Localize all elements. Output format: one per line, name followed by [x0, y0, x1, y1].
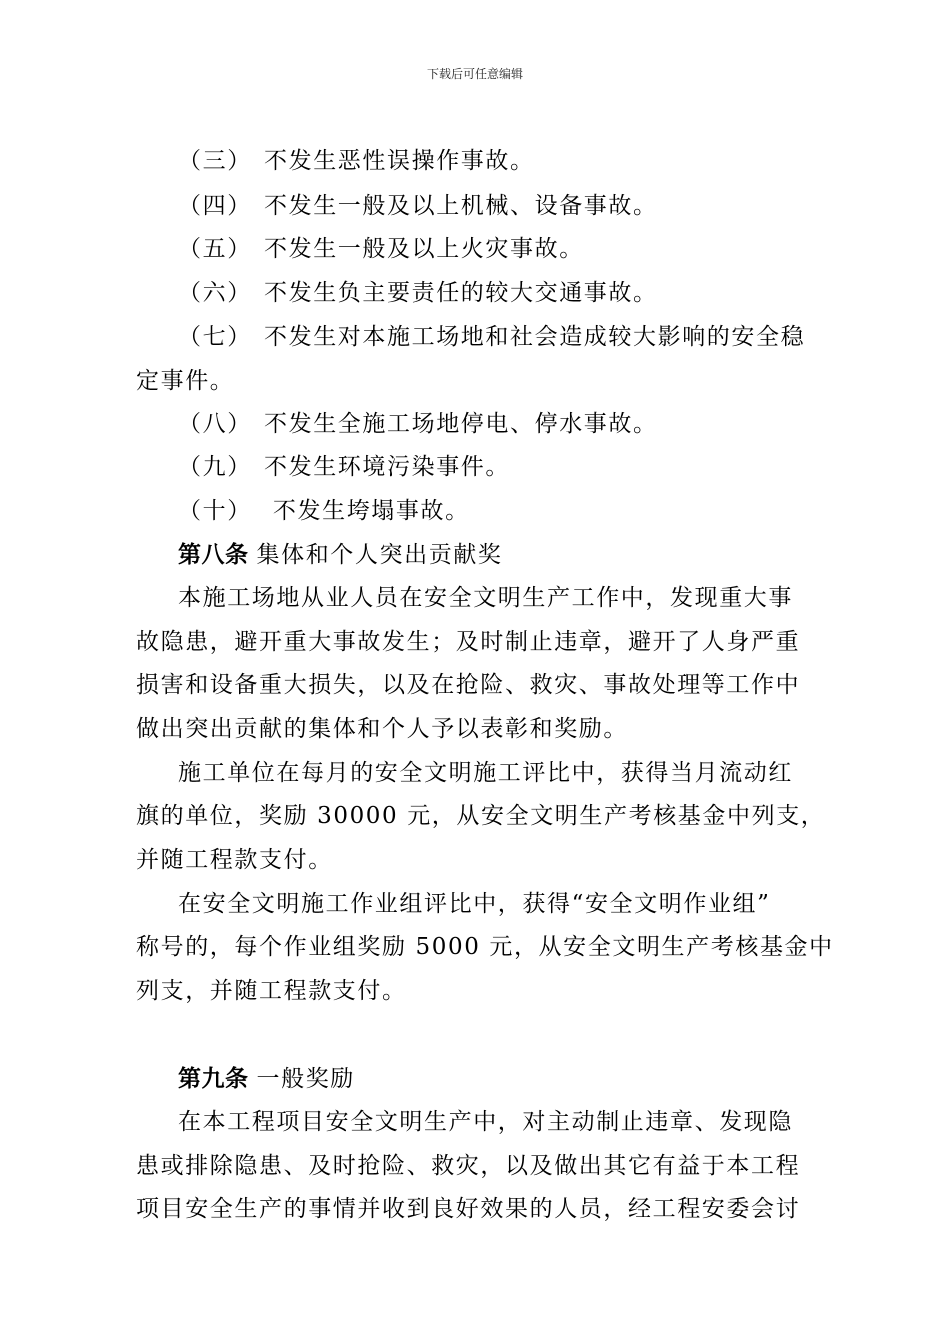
item-text: 不发生一般及以上机械、设备事故。: [264, 193, 658, 219]
item-number: （七）: [178, 324, 252, 350]
item-number: （九）: [178, 454, 252, 480]
paragraph-line: 施工单位在每月的安全文明施工评比中，获得当月流动红: [178, 760, 793, 786]
list-item: [178, 409, 658, 439]
page-header: 下载后可任意编辑: [426, 67, 523, 81]
paragraph-line: 旗的单位，奖励 30000 元，从安全文明生产考核基金中列支，: [136, 803, 826, 829]
paragraph-line: 在本工程项目安全文明生产中，对主动制止违章、发现隐: [178, 1109, 793, 1135]
paragraph-line: 本施工场地从业人员在安全文明生产工作中，发现重大事: [178, 585, 793, 611]
list-item: [178, 496, 470, 526]
item-text: 不发生恶性误操作事故。: [264, 148, 535, 174]
paragraph-line: 患或排除隐患、及时抢险、救灾，以及做出其它有益于本工程: [136, 1153, 801, 1179]
list-item: [178, 234, 584, 264]
list-item: [178, 278, 658, 308]
list-item-continuation: 定事件。: [136, 368, 235, 394]
item-number: （三）: [178, 148, 252, 174]
paragraph-line: 称号的，每个作业组奖励 5000 元，从安全文明生产考核基金中: [136, 934, 834, 960]
paragraph-line: 损害和设备重大损失，以及在抢险、救灾、事故处理等工作中: [136, 672, 801, 698]
list-item: [178, 322, 805, 352]
item-text: 不发生垮塌事故。: [264, 498, 470, 524]
item-text: 不发生一般及以上火灾事故。: [264, 236, 584, 262]
article-title: 第八条: [178, 542, 249, 568]
item-number: （四）: [178, 193, 252, 219]
item-text: 不发生环境污染事件。: [264, 454, 510, 480]
item-text: 不发生对本施工场地和社会造成较大影响的安全稳: [264, 324, 806, 350]
paragraph-line: 并随工程款支付。: [136, 847, 333, 873]
item-number: （八）: [178, 411, 252, 437]
paragraph-line: 在安全文明施工作业组评比中，获得“安全文明作业组”: [178, 891, 771, 917]
paragraph-line: 项目安全生产的事情并收到良好效果的人员，经工程安委会讨: [136, 1196, 801, 1222]
paragraph-line: 列支，并随工程款支付。: [136, 978, 407, 1004]
article-heading: [178, 1064, 355, 1094]
list-item: [178, 191, 658, 221]
item-number: （十）: [178, 498, 252, 524]
article-title: 第九条: [178, 1066, 249, 1092]
list-item: [178, 452, 510, 482]
item-number: （六）: [178, 280, 252, 306]
item-number: （五）: [178, 236, 252, 262]
item-text: 不发生全施工场地停电、停水事故。: [264, 411, 658, 437]
article-subtitle: 集体和个人突出贡献奖: [256, 542, 503, 568]
article-subtitle: 一般奖励: [256, 1066, 355, 1092]
paragraph-line: 做出突出贡献的集体和个人予以表彰和奖励。: [136, 716, 628, 742]
paragraph-line: 故隐患，避开重大事故发生；及时制止违章，避开了人身严重: [136, 629, 801, 655]
list-item: [178, 146, 535, 176]
item-text: 不发生负主要责任的较大交通事故。: [264, 280, 658, 306]
article-heading: [178, 540, 503, 570]
